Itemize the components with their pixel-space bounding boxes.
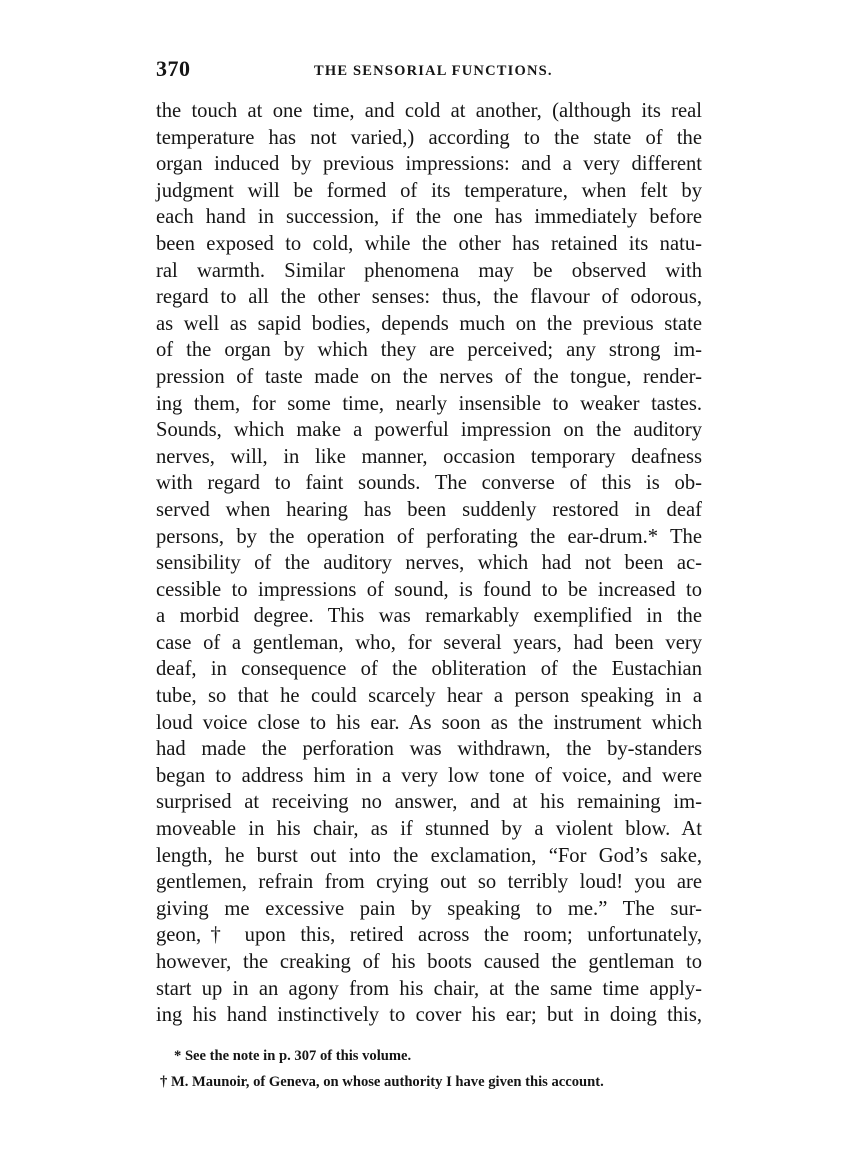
text-line: the touch at one time, and cold at another, (although its real	[156, 100, 702, 122]
text-line: served when hearing has been suddenly restored in deaf	[156, 498, 702, 521]
text-line: giving me excessive pain by speaking to me.” The sur-	[156, 897, 702, 920]
text-line: case of a gentleman, who, for several years, had been very	[156, 631, 702, 654]
footnote: † M. Maunoir, of Geneva, on whose authority I have given this account.	[160, 1074, 604, 1090]
page-number: 370	[156, 56, 191, 81]
text-line: each hand in succession, if the one has immediately before	[156, 206, 702, 229]
text-line: ing them, for some time, nearly insensible to weaker tastes.	[156, 392, 702, 415]
running-head	[156, 56, 704, 86]
body-text	[156, 98, 702, 1029]
running-title: THE SENSORIAL FUNCTIONS.	[314, 63, 553, 79]
text-line: with regard to faint sounds. The converse of this is ob-	[156, 472, 702, 495]
text-line: geon,† upon this, retired across the room; unfortunately,	[156, 924, 702, 947]
footnote: * See the note in p. 307 of this volume.	[174, 1048, 412, 1064]
text-line: start up in an agony from his chair, at the same time apply-	[156, 977, 702, 1000]
text-line: a morbid degree. This was remarkably exemplified in the	[156, 605, 702, 628]
text-line: sensibility of the auditory nerves, which had not been ac-	[156, 552, 702, 575]
text-line: been exposed to cold, while the other has retained its natu-	[156, 232, 702, 255]
text-line: however, the creaking of his boots caused the gentleman to	[156, 951, 702, 973]
text-line: tube, so that he could scarcely hear a person speaking in a	[156, 685, 702, 708]
text-line: as well as sapid bodies, depends much on the previous state	[156, 312, 702, 335]
text-line: temperature has not varied,) according to the state of the	[156, 126, 702, 149]
text-line: cessible to impressions of sound, is found to be increased to	[156, 578, 702, 601]
text-line: had made the perforation was withdrawn, the by-standers	[156, 738, 702, 761]
text-line: persons, by the operation of perforating the ear-drum.* The	[156, 525, 702, 548]
text-line: loud voice close to his ear. As soon as the instrument which	[156, 711, 702, 734]
text-line: ing his hand instinctively to cover his ear; but in doing this,	[156, 1004, 702, 1027]
text-line: surprised at receiving no answer, and at his remaining im-	[156, 791, 702, 814]
text-line: nerves, will, in like manner, occasion temporary deafness	[156, 445, 702, 468]
footnotes	[156, 1043, 704, 1095]
text-line: ral warmth. Similar phenomena may be observed with	[156, 259, 702, 282]
text-line: organ induced by previous impressions: and a very different	[156, 153, 702, 176]
text-line: deaf, in consequence of the obliteration of the Eustachian	[156, 658, 702, 681]
text-line: gentlemen, refrain from crying out so terribly loud! you are	[156, 871, 702, 894]
text-line: of the organ by which they are perceived; any strong im-	[156, 339, 702, 362]
text-line: judgment will be formed of its temperature, when felt by	[156, 179, 702, 202]
text-line: pression of taste made on the nerves of the tongue, render-	[156, 365, 702, 388]
text-line: began to address him in a very low tone of voice, and were	[156, 764, 702, 787]
text-line: length, he burst out into the exclamation, “For God’s sake,	[156, 844, 702, 867]
text-line: regard to all the other senses: thus, the flavour of odorous,	[156, 286, 702, 309]
text-line: moveable in his chair, as if stunned by a violent blow. At	[156, 818, 702, 841]
text-line: Sounds, which make a powerful impression on the auditory	[156, 419, 702, 442]
